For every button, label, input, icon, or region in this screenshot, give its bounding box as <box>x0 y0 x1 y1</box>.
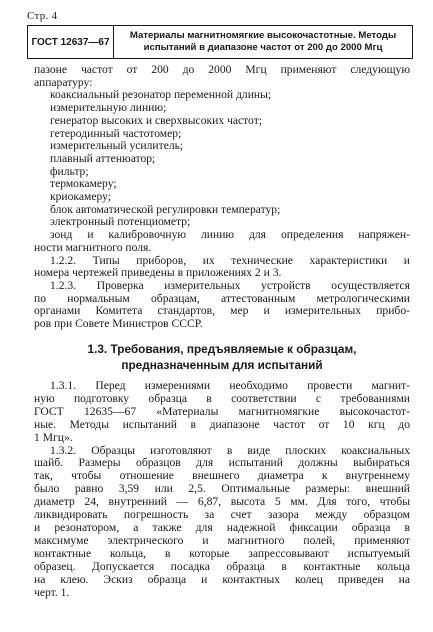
clause-1-3-1-line-3: ГОСТ 12635—67 «Материалы магнитномягкие высокочастот- <box>34 404 410 418</box>
equipment-item: генератор высоких и сверхвысоких частот; <box>50 113 262 127</box>
header-title-line-1: Материалы магнитномягкие высокочастотные. Методы <box>129 30 397 41</box>
clause-1-3-2-line-10: образец. Допускается посадка образца в контактные кольца <box>34 559 410 573</box>
clause-1-3-2-line-11: на клею. Эскиз образца и контактных колец приведен на <box>34 572 410 586</box>
clause-1-3-2-line-6: ликвидировать погрешность за счет зазора между образцом <box>34 508 410 522</box>
section-heading <box>34 341 410 373</box>
clause-1-2-3-line-2: по нормальным образцам, аттестованным метрологическими <box>34 291 410 305</box>
standard-code: ГОСТ 12637—67 <box>28 26 114 58</box>
clause-1-2-2-line-1: 1.2.2. Типы приборов, их технические характеристики и <box>50 253 410 267</box>
section-heading-line-2: предназначенным для испытаний <box>121 358 323 372</box>
equipment-item: фильтр; <box>50 164 89 178</box>
clause-1-3-2-line-5: диаметр 24, внутренний — 6,87, высота 5 мм. Для того, чтобы <box>34 495 410 509</box>
equipment-item: электронный потенциометр; <box>50 215 191 229</box>
equipment-item: измерительный усилитель; <box>50 139 184 153</box>
header-title-line-2: испытаний в диапазоне частот от 200 до 2000 Мгц <box>143 42 383 53</box>
equipment-item: блок автоматической регулировки температур; <box>50 202 281 216</box>
clause-1-3-2-line-1: 1.3.2. Образцы изготовляют в виде плоских коаксиальных <box>50 443 410 457</box>
clause-1-3-2-line-7: и резонатором, а также для надежной фиксации образца в <box>34 520 410 534</box>
clause-1-2-2-line-2: номера чертежей приведены в приложениях 2 и 3. <box>34 266 282 280</box>
clause-1-3-2-line-8: максимуме электрического и магнитного полей, применяют <box>34 533 410 547</box>
clause-1-3-2-line-2: шайб. Размеры образцов для испытаний должны выбираться <box>34 456 410 470</box>
probe-line-1: зонд и калибровочную линию для определения напряжен- <box>50 228 410 242</box>
body-text-bottom <box>34 380 410 599</box>
clause-1-3-1-line-4: ные. Методы испытаний в диапазоне частот от 10 кгц до <box>34 417 410 431</box>
clause-1-3-1-line-5: 1 Мгц». <box>34 430 73 444</box>
clause-1-2-3-line-1: 1.2.3. Проверка измерительных устройств осуществляется <box>50 278 410 292</box>
clause-1-3-2-line-3: так, чтобы отношение внешнего диаметра к внутреннему <box>34 469 410 483</box>
clause-1-3-1-line-2: ную подготовку образца в соответствии с требованиями <box>34 391 410 405</box>
clause-1-3-2-line-4: было равно 3,59 или 2,5. Оптимальные размеры: внешний <box>34 482 410 496</box>
equipment-item: коаксиальный резонатор переменной длины; <box>50 88 272 102</box>
intro-line-2: аппаратуру: <box>34 75 93 89</box>
section-heading-line-1: 1.3. Требования, предъявляемые к образцам, <box>87 342 357 356</box>
clause-1-3-2-line-9: контактные кольца, в которые запрессовывают испытуемый <box>34 546 410 560</box>
equipment-item: гетеродинный частотомер; <box>50 126 182 140</box>
equipment-item: криокамеру; <box>50 190 112 204</box>
intro-line-1: пазоне частот от 200 до 2000 Мгц применяют следующую <box>34 63 410 76</box>
header-title <box>114 26 412 58</box>
clause-1-2-3-line-3: органами Комитета стандартов, мер и измерительных прибо- <box>34 304 410 318</box>
equipment-item: плавный аттенюатор; <box>50 151 156 165</box>
document-header <box>27 25 413 59</box>
clause-1-3-2-line-12: черт. 1. <box>34 585 70 599</box>
equipment-item: термокамеру; <box>50 177 117 191</box>
page-number: Стр. 4 <box>27 10 58 22</box>
body-text-top <box>34 64 410 331</box>
clause-1-3-1-line-1: 1.3.1. Перед измерениями необходимо провести магнит- <box>50 379 410 392</box>
clause-1-2-3-line-4: ров при Совете Министров СССР. <box>34 317 203 331</box>
probe-line-2: ности магнитного поля. <box>34 240 152 254</box>
equipment-item: измерительную линию; <box>50 101 167 115</box>
